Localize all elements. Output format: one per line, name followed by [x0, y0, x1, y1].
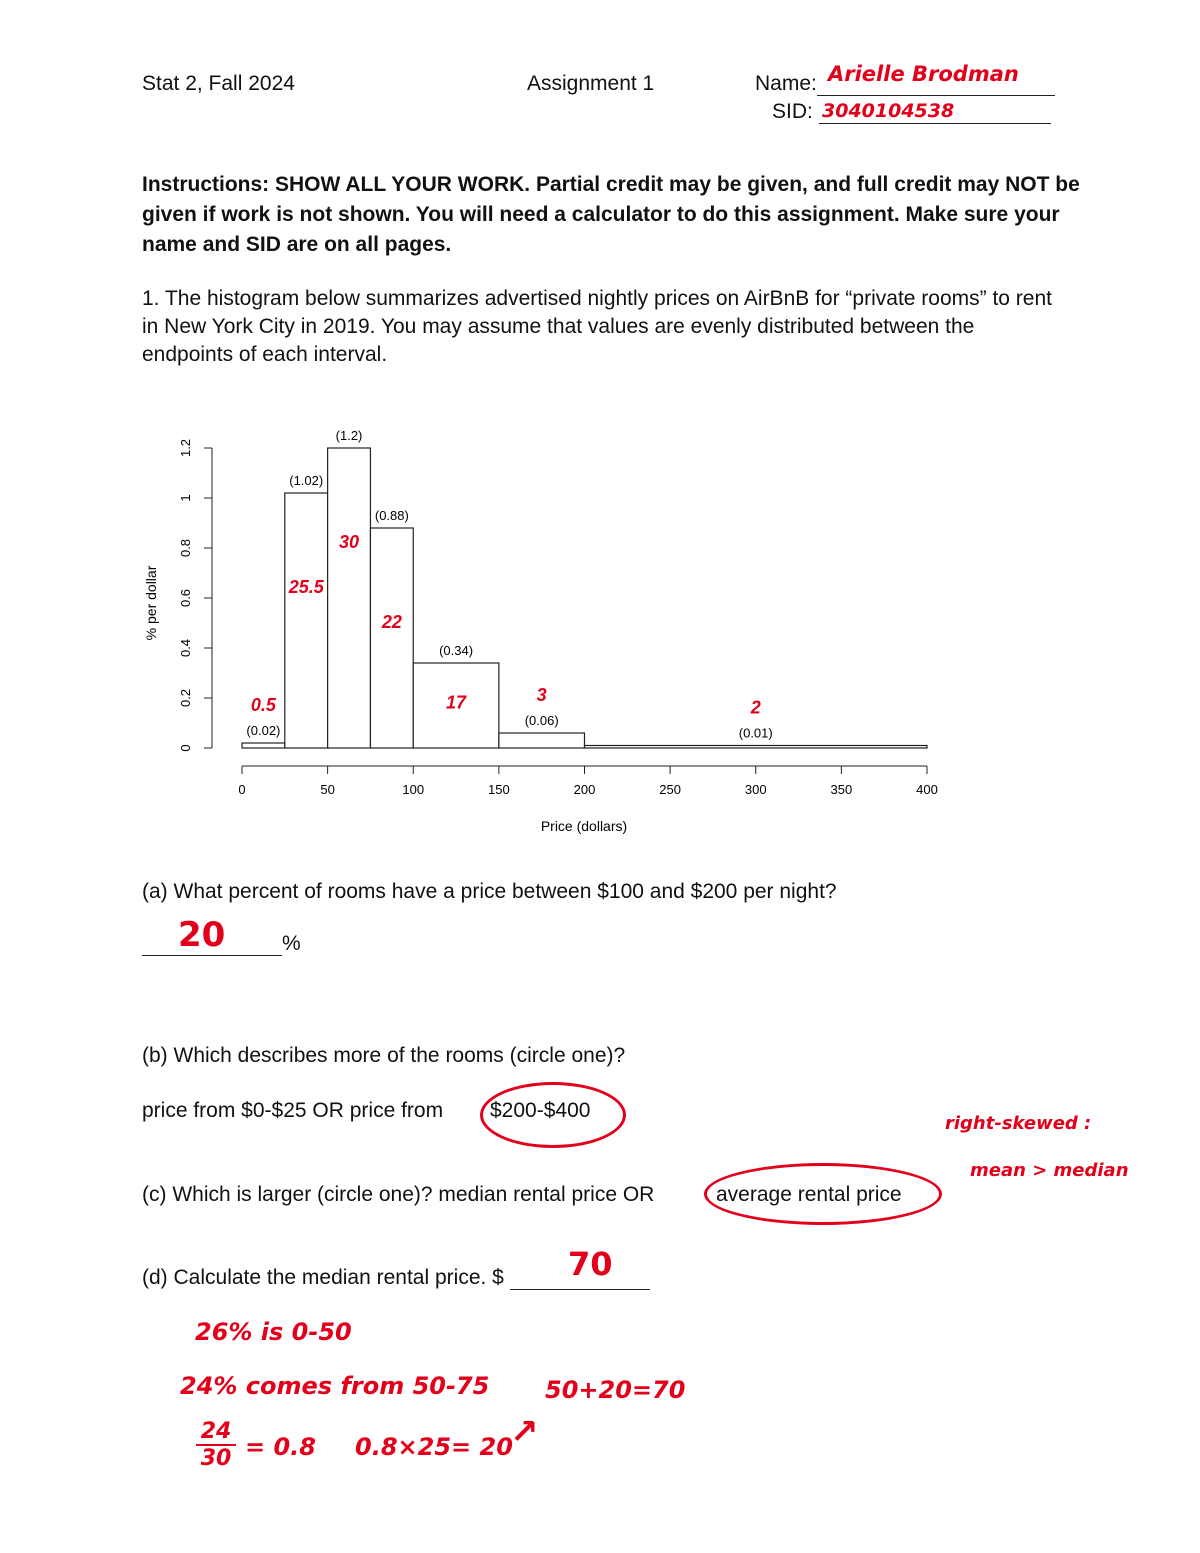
note-mean-median: mean > median: [970, 1160, 1129, 1181]
work-calc: 0.8×25= 20: [355, 1433, 513, 1461]
bar-handwritten-percent: 30: [339, 532, 360, 552]
bar-density-label: (0.01): [738, 725, 773, 741]
sid-label: SID:: [772, 100, 813, 123]
question-b-option-2[interactable]: $200-$400: [490, 1099, 591, 1122]
histogram-bar: [370, 528, 413, 748]
histogram-bar: [585, 746, 928, 749]
fraction-numerator: 24: [196, 1420, 236, 1446]
question-c-option-2[interactable]: average rental price: [716, 1183, 902, 1206]
bar-density-label: (1.2): [335, 428, 363, 443]
histogram-bar: [242, 743, 285, 748]
answer-a-suffix: %: [282, 932, 301, 955]
y-tick-label: 0.6: [178, 588, 193, 608]
histogram-bar: [328, 448, 371, 748]
x-tick-label: 250: [659, 782, 681, 797]
fraction-denominator: 30: [200, 1446, 232, 1471]
course-title: Stat 2, Fall 2024: [142, 72, 295, 95]
work-final: 50+20=70: [545, 1376, 686, 1404]
bar-density-label: (0.34): [439, 643, 474, 658]
bar-handwritten-percent: 22: [381, 612, 402, 632]
question-a-text: (a) What percent of rooms have a price between $100 and $200 per night?: [142, 880, 837, 903]
bar-density-label: (0.88): [374, 508, 409, 523]
x-tick-label: 0: [238, 782, 246, 797]
y-tick-label: 0.8: [178, 538, 193, 558]
histogram-chart: [130, 415, 960, 845]
y-tick-label: 0.4: [178, 638, 193, 658]
x-tick-label: 100: [402, 782, 425, 797]
bar-handwritten-percent: 25.5: [288, 577, 324, 597]
assignment-title: Assignment 1: [527, 72, 655, 95]
work-line-1: 26% is 0-50: [195, 1318, 352, 1346]
bar-handwritten-percent: 2: [750, 697, 761, 718]
name-label: Name:: [755, 72, 817, 95]
x-tick-label: 350: [830, 782, 853, 797]
question-1-text: 1. The histogram below summarizes advertised nightly prices on AirBnB for “private rooms” to rent in New York City in 2019. You may assume that values are evenly distributed between the endpoints of each interval.: [142, 287, 1052, 366]
work-fraction: [196, 1420, 236, 1472]
bar-handwritten-percent: 0.5: [250, 695, 276, 715]
question-b-text: (b) Which describes more of the rooms (circle one)?: [142, 1044, 626, 1067]
x-axis-label: Price (dollars): [540, 818, 628, 834]
circle-mark-c: [704, 1163, 942, 1225]
bar-density-label: (0.06): [524, 713, 559, 728]
arrow-icon: ↗: [510, 1412, 539, 1452]
x-tick-label: 150: [488, 782, 510, 797]
instructions: Instructions: SHOW ALL YOUR WORK. Partial credit may be given, and full credit may NOT be given if work is not shown. You will need a calculator to do this assignment. Make sure your name and SID are on all pages.: [142, 173, 1080, 256]
y-tick-label: 1: [178, 494, 193, 502]
x-tick-label: 400: [916, 782, 938, 797]
bar-density-label: (0.02): [246, 723, 281, 738]
circle-mark-b: [480, 1082, 626, 1148]
bar-handwritten-percent: 17: [446, 692, 467, 713]
answer-a-handwritten: 20: [178, 915, 226, 955]
question-b-option-1[interactable]: price from $0-$25 OR price from: [142, 1099, 444, 1122]
bar-density-label: (1.02): [289, 473, 324, 488]
histogram-bar: [285, 493, 328, 748]
note-right-skewed: right-skewed :: [945, 1113, 1092, 1134]
x-tick-label: 50: [320, 782, 335, 797]
y-tick-label: 0: [178, 744, 193, 752]
sid-handwritten: 3040104538: [822, 100, 955, 122]
histogram-bar: [499, 733, 585, 748]
y-tick-label: 0.2: [178, 688, 193, 708]
question-c-text: (c) Which is larger (circle one)? median rental price OR: [142, 1183, 655, 1206]
work-fraction-result: = 0.8: [245, 1433, 316, 1461]
work-line-2: 24% comes from 50-75: [180, 1372, 490, 1400]
x-tick-label: 300: [744, 782, 767, 797]
bar-handwritten-percent: 3: [536, 685, 547, 705]
y-axis-label: % per dollar: [143, 565, 159, 641]
name-handwritten: Arielle Brodman: [828, 62, 1019, 86]
x-tick-label: 200: [573, 782, 596, 797]
question-d-label: (d) Calculate the median rental price. $: [142, 1266, 504, 1289]
y-tick-label: 1.2: [178, 438, 193, 458]
answer-d-handwritten: 70: [568, 1245, 613, 1283]
